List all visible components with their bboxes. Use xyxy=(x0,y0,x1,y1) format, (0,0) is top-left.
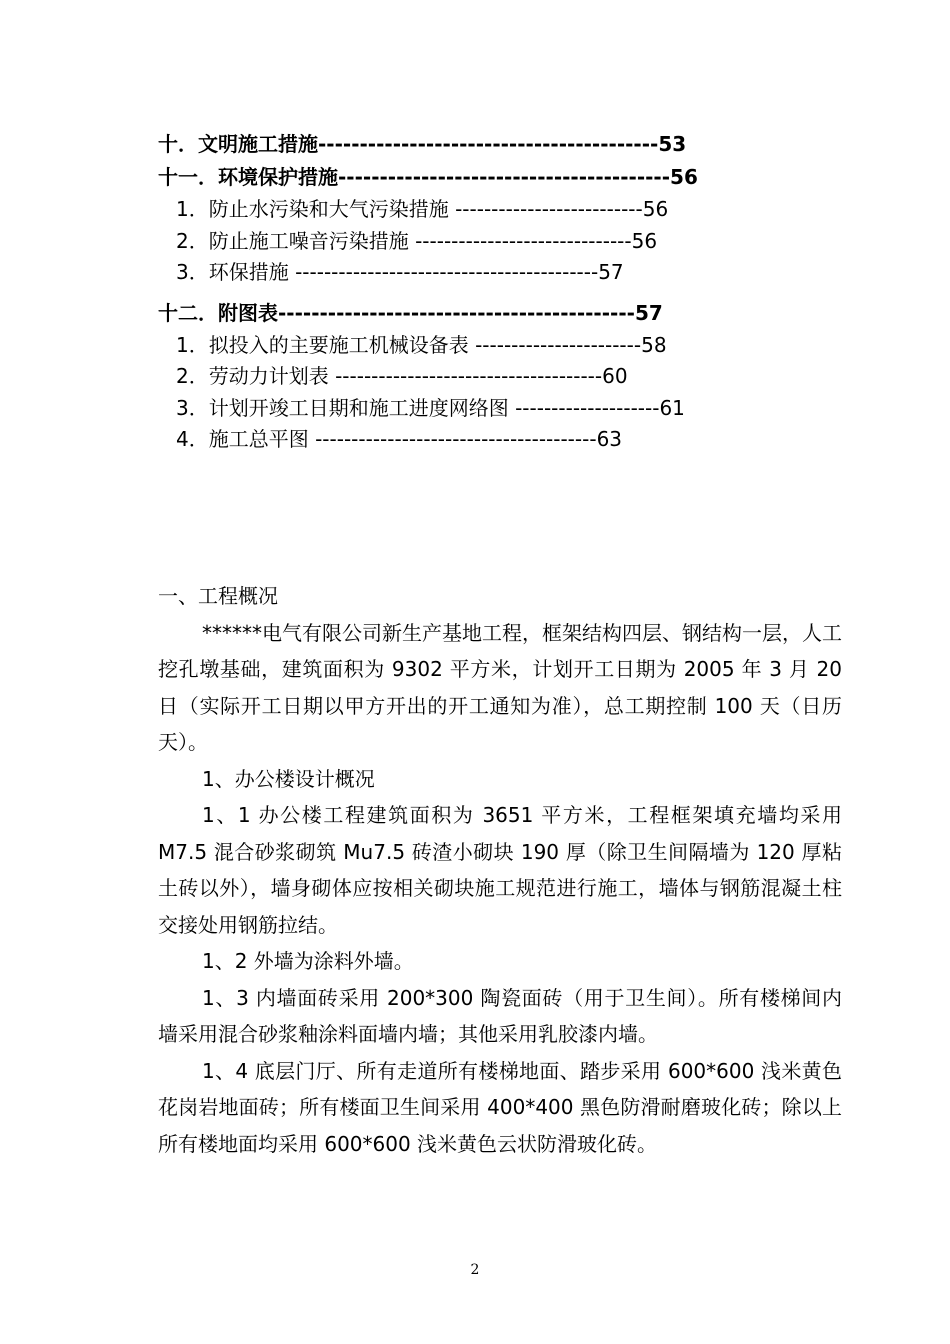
section-heading: 一、工程概况 xyxy=(158,584,278,608)
toc-page-number: 57 xyxy=(598,260,624,284)
toc-leader: -------------------------- xyxy=(455,197,643,221)
toc-page-number: 53 xyxy=(658,132,687,156)
toc-section-heading[interactable] xyxy=(158,128,798,161)
toc-item[interactable] xyxy=(158,194,798,226)
toc-item[interactable] xyxy=(158,330,798,362)
body-paragraph: 1、2 外墙为涂料外墙。 xyxy=(202,949,414,973)
page-number: 2 xyxy=(470,1262,480,1278)
toc-leader: ------------------------------------- xyxy=(335,364,603,388)
toc-page-number: 56 xyxy=(631,228,658,253)
toc-page-number: 58 xyxy=(641,332,667,357)
toc-leader: -------------------- xyxy=(515,395,660,420)
toc-leader: --------------------------------------- xyxy=(315,427,597,451)
toc-section-heading[interactable] xyxy=(158,161,798,194)
toc-item-title: 1．拟投入的主要施工机械设备表 xyxy=(176,332,476,357)
toc-item-title: 2．劳动力计划表 xyxy=(176,364,336,388)
table-of-contents xyxy=(158,128,798,456)
toc-page-number: 63 xyxy=(596,427,623,451)
toc-item-title: 3．计划开竣工日期和施工进度网络图 xyxy=(176,395,516,420)
toc-section-title: 十一．环境保护措施 xyxy=(158,165,338,189)
toc-item-title: 1．防止水污染和大气污染措施 xyxy=(176,197,456,221)
toc-item-title: 4．施工总平图 xyxy=(176,427,316,451)
toc-leader: ------------------------------------------ xyxy=(295,260,599,284)
body-paragraph: 1、4 底层门厅、所有走道所有楼梯地面、踏步采用 600*600 浅米黄色花岗岩地面砖；所有楼面卫生间采用 400*400 黑色防滑耐磨玻化砖；除以上所有楼地面均采用 600*600 浅米黄色云状防滑玻化砖。 xyxy=(158,1058,842,1156)
toc-section-title: 十二．附图表 xyxy=(158,300,278,325)
toc-leader: ----------------------------------------- xyxy=(318,132,659,156)
toc-item[interactable] xyxy=(158,361,798,393)
document-body xyxy=(158,578,842,1162)
body-paragraph: ******电气有限公司新生产基地工程，框架结构四层、钢结构一层，人工挖孔墩基础，建筑面积为 9302 平方米，计划开工日期为 2005 年 3 月 20 日（实际开工日期以甲方开出的开工通知为准），总工期控制 100 天（日历天）。 xyxy=(158,620,842,754)
toc-item[interactable] xyxy=(158,393,798,425)
toc-item[interactable] xyxy=(158,424,798,456)
toc-item[interactable] xyxy=(158,257,798,289)
toc-item[interactable] xyxy=(158,226,798,258)
toc-leader: ------------------------------ xyxy=(415,228,632,253)
toc-leader: ------------------------------------------- xyxy=(278,300,635,325)
subsection-heading: 1、办公楼设计概况 xyxy=(202,766,375,791)
toc-page-number: 61 xyxy=(659,395,685,420)
body-paragraph: 1、3 内墙面砖采用 200*300 陶瓷面砖（用于卫生间）。所有楼梯间内墙采用混合砂浆釉涂料面墙内墙；其他采用乳胶漆内墙。 xyxy=(158,985,842,1046)
toc-page-number: 56 xyxy=(642,197,669,221)
toc-section-title: 十．文明施工措施 xyxy=(158,132,318,156)
toc-page-number: 56 xyxy=(670,165,698,189)
toc-page-number: 60 xyxy=(602,364,628,388)
body-paragraph: 1、1 办公楼工程建筑面积为 3651 平方米，工程框架填充墙均采用 M7.5 混合砂浆砌筑 Mu7.5 砖渣小砌块 190 厚（除卫生间隔墙为 120 厚粘土砖以外），墙身砌体应按相关砌块施工规范进行施工，墙体与钢筋混凝土柱交接处用钢筋拉结。 xyxy=(158,803,842,937)
toc-item-title: 2．防止施工噪音污染措施 xyxy=(176,228,416,253)
toc-page-number: 57 xyxy=(634,300,663,325)
toc-leader: ---------------------------------------- xyxy=(338,165,671,189)
toc-leader: ----------------------- xyxy=(475,332,642,357)
toc-section-heading[interactable] xyxy=(158,297,798,330)
toc-item-title: 3．环保措施 xyxy=(176,260,296,284)
